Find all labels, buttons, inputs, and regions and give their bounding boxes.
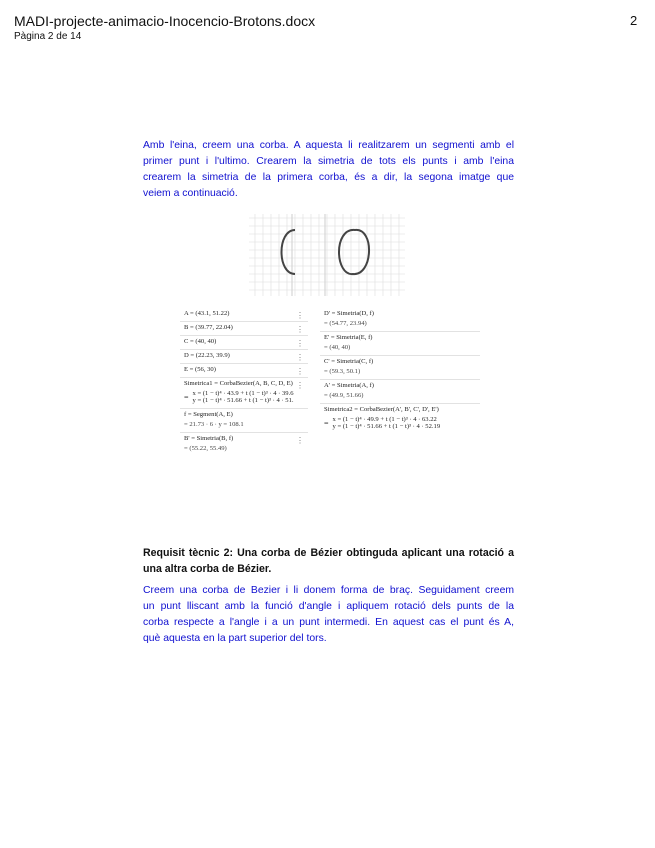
paragraph-intro [143, 138, 514, 202]
algebra-row[interactable] [180, 322, 308, 336]
grid-lines [249, 214, 405, 296]
algebra-view-right [320, 308, 480, 434]
algebra-value: = 21.73 · 6 · y = 108.1 [184, 421, 244, 428]
algebra-label: C = (40, 40) [184, 338, 217, 345]
section-heading [143, 545, 514, 577]
bezier-grid-figure [249, 214, 405, 296]
more-options-icon[interactable]: ⋮ [296, 367, 304, 376]
algebra-label: A = (43.1, 51.22) [184, 310, 230, 317]
algebra-row[interactable] [320, 380, 480, 404]
algebra-label: Simetrica1 = CorbaBezier(A, B, C, D, E) [184, 380, 293, 387]
equation-y: y = (1 − t)⁴ · 51.66 + t (1 − t)³ · 4 · 51. [192, 397, 294, 404]
algebra-value: = (55.22, 55.49) [184, 445, 227, 452]
equation-y: y = (1 − t)⁴ · 51.66 + t (1 − t)³ · 4 · 52.19 [332, 423, 441, 430]
paragraph-rotation [143, 583, 514, 647]
algebra-value: = (49.9, 51.66) [324, 392, 364, 399]
paragraph-line: corba respecte a l'angle i a un punt intermedi. En aquest cas el punt és A, [143, 617, 514, 628]
algebra-label: E' = Simetria(E, f) [324, 334, 373, 341]
algebra-value: = (40, 40) [324, 344, 351, 351]
header-page-label: Pàgina 2 de 14 [14, 31, 82, 42]
paragraph-line: què aquesta en la part superior del tors. [143, 633, 327, 644]
header-page-number: 2 [630, 13, 638, 28]
algebra-label: f = Segment(A, E) [184, 411, 233, 418]
paragraph-line: Creem una corba de Bezier i li donem forma de braç. Seguidament creem [143, 585, 514, 596]
algebra-label: D = (22.23, 39.9) [184, 352, 230, 359]
algebra-view-left [180, 308, 308, 456]
algebra-label: E = (56, 30) [184, 366, 216, 373]
heading-line: Requisit tècnic 2: Una corba de Bézier obtinguda aplicant una rotació a [143, 547, 514, 559]
algebra-row[interactable] [320, 332, 480, 356]
algebra-row[interactable] [180, 350, 308, 364]
algebra-row[interactable] [180, 409, 308, 433]
algebra-row[interactable] [180, 336, 308, 350]
paragraph-line: crearem la simetria de la primera corba, és a dir, la segona imatge que [143, 172, 514, 183]
more-options-icon[interactable]: ⋮ [296, 311, 304, 320]
equation-x: x = (1 − t)⁴ · 49.9 + t (1 − t)³ · 4 · 63.22 [332, 416, 437, 423]
algebra-row[interactable] [180, 308, 308, 322]
algebra-row[interactable] [320, 404, 480, 434]
bezier-curve-open [282, 230, 296, 274]
algebra-label: B = (39.77, 22.04) [184, 324, 233, 331]
header-filename: MADI-projecte-animacio-Inocencio-Brotons.docx [14, 13, 316, 29]
algebra-row[interactable] [320, 308, 480, 332]
algebra-label: B' = Simetria(B, f) [184, 435, 234, 442]
more-options-icon[interactable]: ⋮ [296, 436, 304, 445]
algebra-value: = (59.3, 50.1) [324, 368, 361, 375]
paragraph-line: un punt lliscant amb la funció d'angle i apliquem rotació dels punts de la [143, 601, 514, 612]
parametric-equation: = x = (1 − t)⁴ · 43.9 + t (1 − t)³ · 4 · 39.6 y = (1 − t)⁴ · 51.66 + t (1 − t)³ · 4 · 51. [184, 390, 294, 404]
more-options-icon[interactable]: ⋮ [296, 381, 304, 390]
algebra-label: D' = Simetria(D, f) [324, 310, 374, 317]
paragraph-line: Amb l'eina, creem una corba. A aquesta li realitzarem un segmenti amb el [143, 140, 514, 151]
algebra-row[interactable] [180, 433, 308, 456]
more-options-icon[interactable]: ⋮ [296, 339, 304, 348]
algebra-label: Simetrica2 = CorbaBezier(A', B', C', D', E') [324, 406, 439, 413]
more-options-icon[interactable]: ⋮ [296, 325, 304, 334]
algebra-value: = (54.77, 23.94) [324, 320, 367, 327]
algebra-row[interactable] [180, 364, 308, 378]
bezier-curve-closed [339, 230, 369, 274]
paragraph-line: primer punt i l'ultimo. Crearem la simetria de tots els punts i amb l'eina [143, 156, 514, 167]
paragraph-line: veiem a continuació. [143, 188, 238, 199]
algebra-label: A' = Simetria(A, f) [324, 382, 374, 389]
parametric-equation: = x = (1 − t)⁴ · 49.9 + t (1 − t)³ · 4 · 63.22 y = (1 − t)⁴ · 51.66 + t (1 − t)³ · 4 · 52.19 [324, 416, 441, 430]
algebra-label: C' = Simetria(C, f) [324, 358, 374, 365]
heading-line: una altra corba de Bézier. [143, 563, 272, 575]
algebra-row[interactable] [180, 378, 308, 409]
equation-x: x = (1 − t)⁴ · 43.9 + t (1 − t)³ · 4 · 39.6 [192, 390, 294, 397]
more-options-icon[interactable]: ⋮ [296, 353, 304, 362]
algebra-row[interactable] [320, 356, 480, 380]
